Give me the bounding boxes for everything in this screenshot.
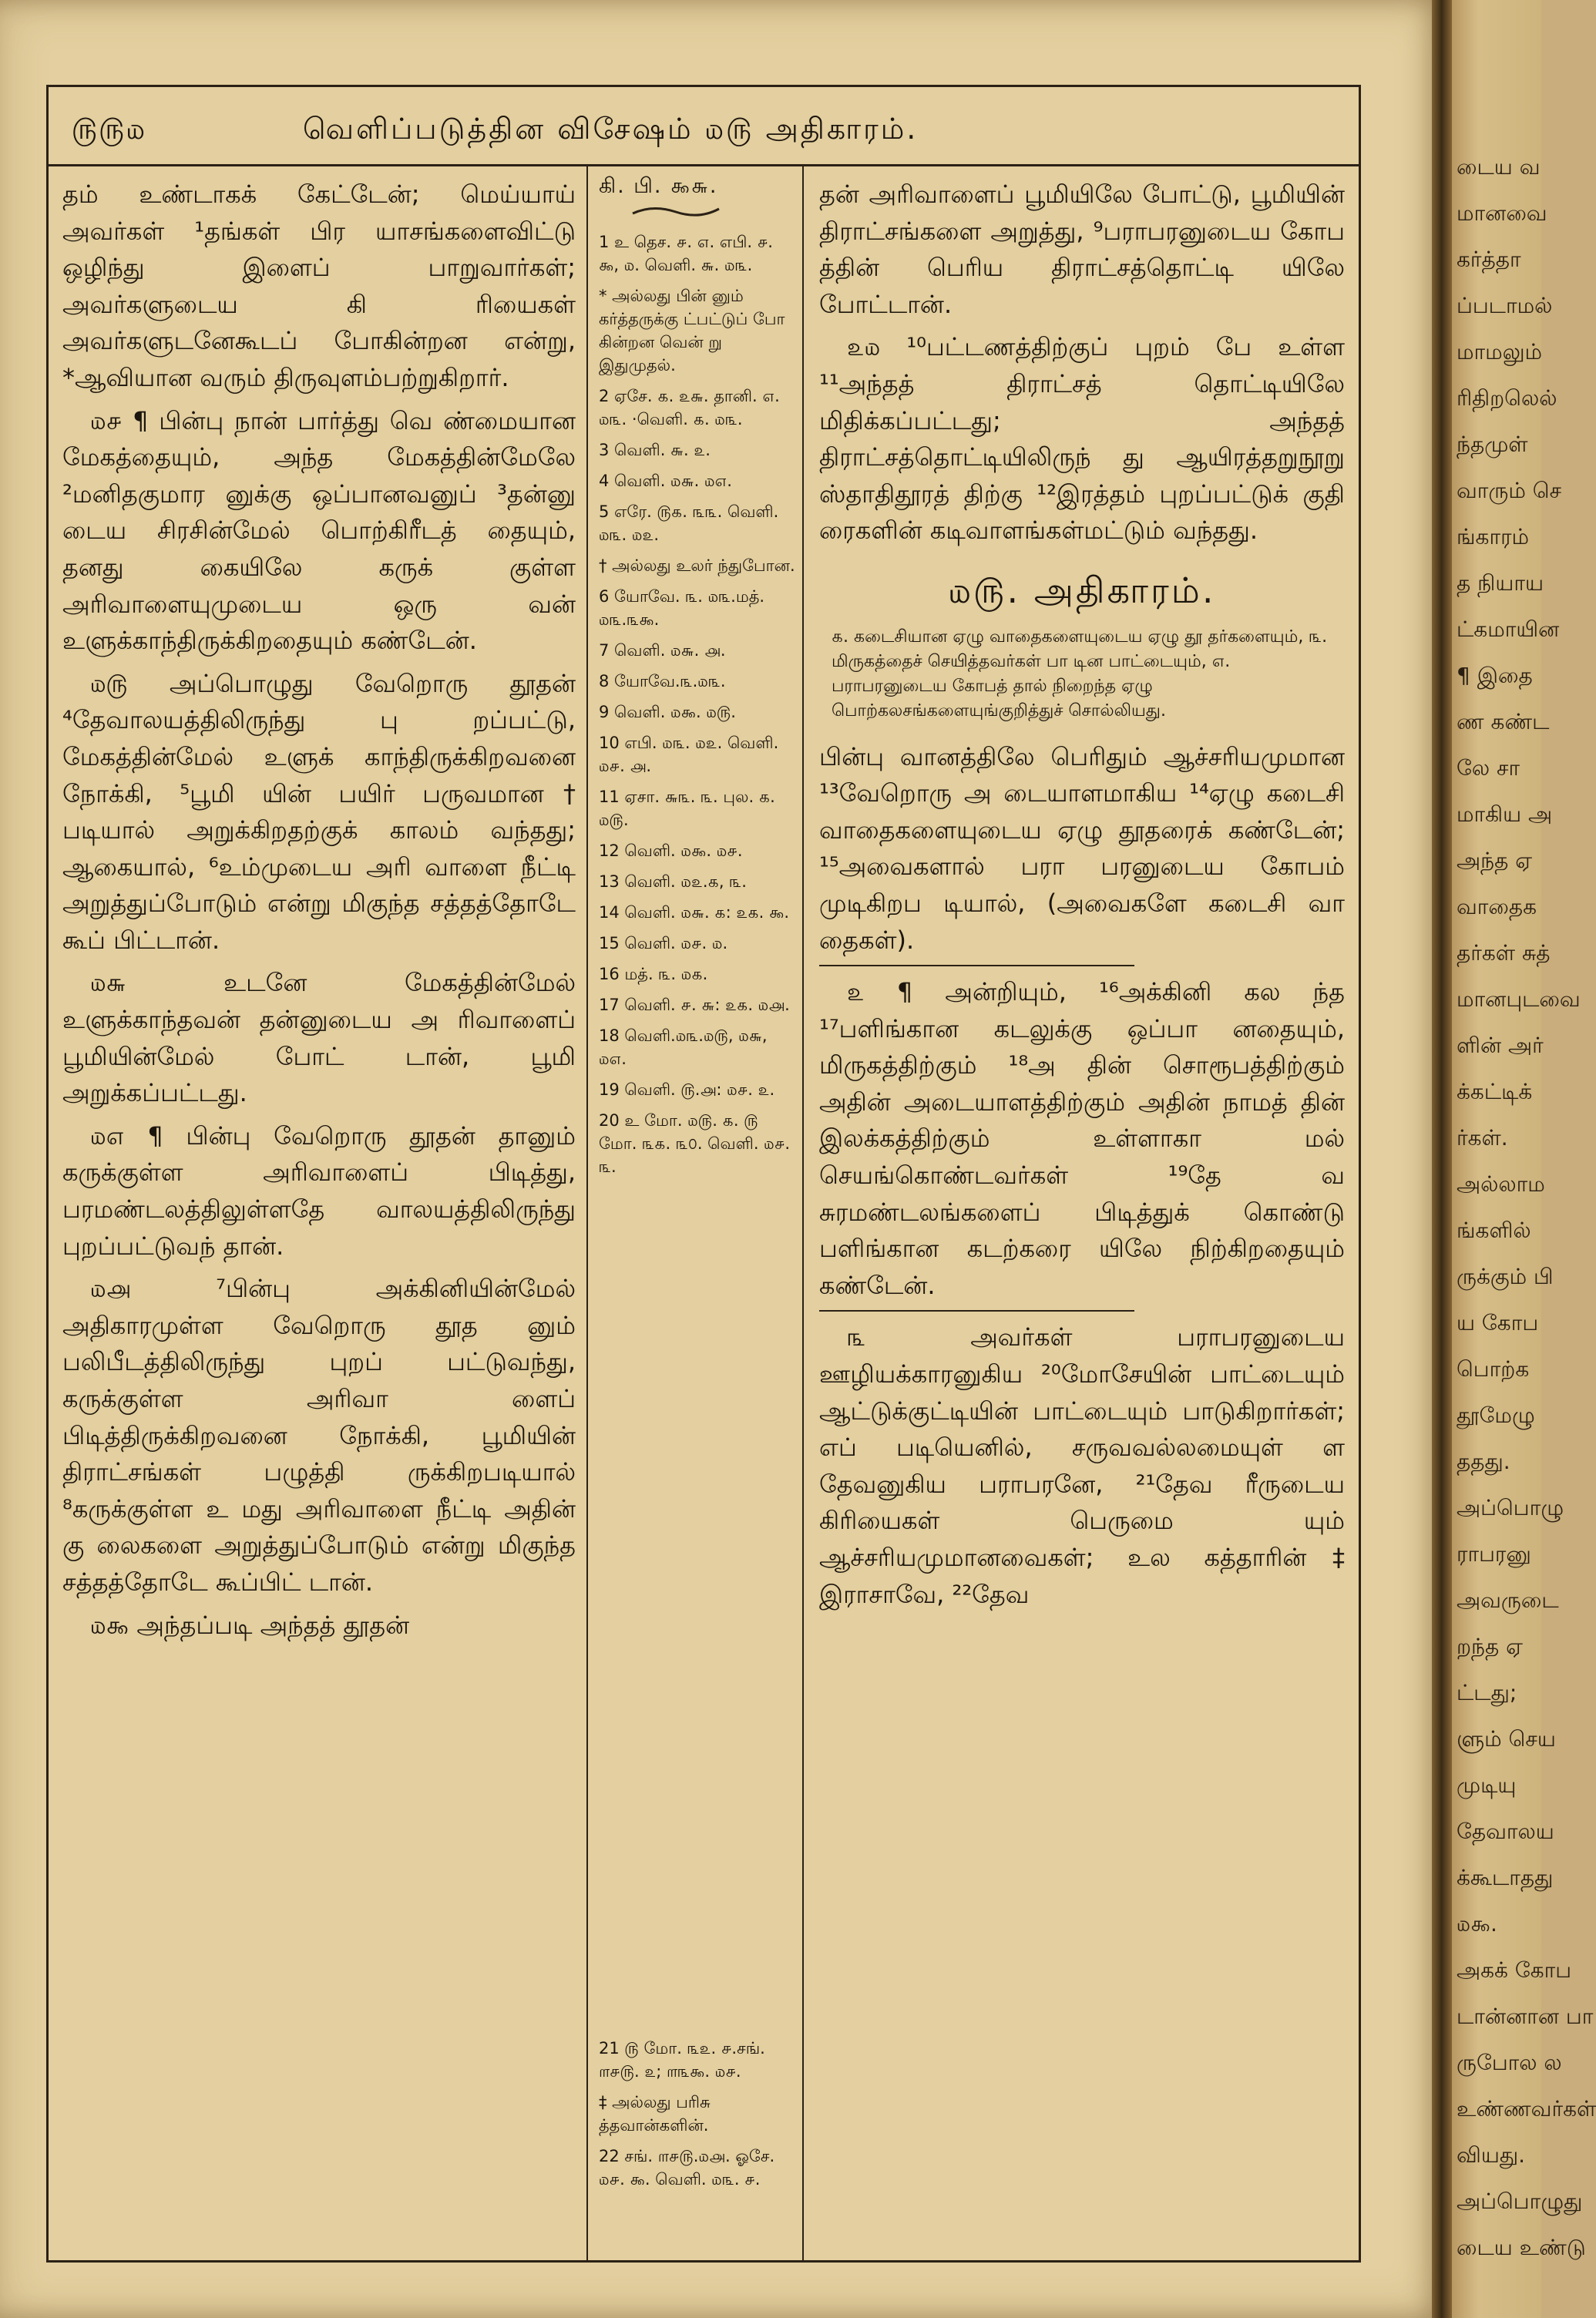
adjacent-page-fragment: தேவாலய (1457, 1819, 1554, 1844)
reference-note: 13 வெளி. ௰௨.௧, ௩. (599, 872, 747, 891)
adjacent-page-fragment: அந்த ஏ (1457, 848, 1533, 873)
adjacent-page-fragment: அகக் கோப (1457, 1957, 1572, 1983)
reference-note: † அல்லது உலர் ந்துபோன. (599, 556, 795, 575)
verse-paragraph: ௰௪ ¶ பின்பு நான் பார்த்து வெ ண்மையான மேகத்தையும், அந்த மேகத்தின்மேலே ²மனிதகுமார னுக்கு ஒப்பானவனுப் ³தன்னு டைய சிரசின்மேல் பொற்கிரீடத் தையும், தனது கையிலே கருக் குள்ள அரிவாளையுமுடைய ஒரு வன் உளுக்காந்திருக்கிறதையும் கண்டேன். (62, 405, 576, 656)
adjacent-page-fragment: டைய வ (1457, 154, 1541, 180)
left-text-column (49, 164, 588, 2260)
adjacent-page-fragment: உண்ணவர்கள் (1457, 2096, 1596, 2121)
adjacent-page-fragment: ௰௯. (1457, 1911, 1497, 1937)
adjacent-page-fragment: அப்பொழுது (1457, 2189, 1583, 2214)
right-text-column (804, 164, 1359, 2260)
chapter-heading: ௰௫. அதிகாரம். (948, 569, 1216, 611)
book-gutter (1432, 0, 1453, 2318)
reference-note: * அல்லது பின் னும் கர்த்தருக்கு ட்பட்டுப் போ கின்றன வென் று இதுமுதல். (599, 287, 785, 375)
adjacent-page-fragment: வியது. (1457, 2142, 1526, 2168)
adjacent-page-fragment: ரிதிறலெல் (1457, 385, 1557, 411)
adjacent-page-fragment: பொற்க (1457, 1356, 1530, 1382)
verse-paragraph: ௰௮ ⁷பின்பு அக்கினியின்மேல் அதிகாரமுள்ள வேறொரு தூத னும் பலிபீடத்திலிருந்து புறப் பட்டுவந்து, கருக்குள்ள அரிவா ளைப் பிடித்திருக்கிறவனை நோக்கி, பூமியின் திராட்சங்கள் பழுத்தி ருக்கிறபடியால் ⁸கருக்குள்ள உ மது அரிவாளை நீட்டி அதின் கு லைகளை அறுத்துப்போடும் என்று மிகுந்த சத்தத்தோடே கூப்பிட் டான். (62, 1274, 576, 1597)
adjacent-page-fragment: ந்தமுள் (1457, 432, 1528, 457)
adjacent-page-fragment: தர்கள் சுத் (1457, 940, 1551, 966)
adjacent-page-fragment: லே சா (1457, 755, 1520, 781)
reference-note: 15 வெளி. ௰௪. ௰. (599, 934, 728, 952)
reference-note: 9 வெளி. ௰௯. ௰௫. (599, 703, 736, 721)
adjacent-page-fragment: மானபுடவை (1457, 986, 1581, 1012)
reference-note: 10 எபி. ௰௩. ௰௨. வெளி. ௰௪. ௮. (599, 734, 779, 775)
adjacent-page-fragment: க்கட்டிக் (1457, 1079, 1533, 1104)
adjacent-page-fragment: க்கூடாதது (1457, 1865, 1554, 1890)
adjacent-page-fragment: ருபோல ல (1457, 2050, 1562, 2075)
reference-note: 20 உ மோ. ௰௫. ௧. ௫ மோ. ௩௧. ௩௦. வெளி. ௰௪. ௩. (599, 1111, 791, 1176)
adjacent-page-fragment: டைய உண்டு (1457, 2235, 1586, 2260)
reference-note: 21 ௫ மோ. ௩௨. ௪.சங். ௱௪௫. ௨; ௱௩௯. ௰௪. (599, 2039, 765, 2081)
reference-notes (599, 230, 796, 1178)
chapter-summary: ௧. கடைசியான ஏழு வாதைகளையுடைய ஏழு தூ தர்களையும், ௩. மிருகத்தைச் செயித்தவர்கள் பா டின பாட்டையும், ௭. பராபரனுடைய கோபத் தால் நிறைந்த ஏழு பொற்கலசங்களையுங்குறித்துச் சொல்லியது. (832, 627, 1328, 721)
divider (819, 1310, 1134, 1312)
verse-paragraph: ௰௯ அந்தப்படி அந்தத் தூதன் (90, 1610, 410, 1640)
adjacent-page-fragment: மாகிய அ (1457, 801, 1553, 827)
verse-paragraph: பின்பு வானத்திலே பெரிதும் ஆச்சரியமுமான ¹³வேறொரு அ டையாளமாகிய ¹⁴ஏழு கடைசி வாதைகளையுடைய ஏழு தூதரைக் கண்டேன்; ¹⁵அவைகளால் பரா பரனுடைய கோபம் முடிகிறப டியால், (அவைகளே கடைசி வா தைகள்). (819, 741, 1345, 955)
adjacent-page-fragment: கர்த்தா (1457, 247, 1521, 272)
page-number: ௫௫௰ (72, 112, 147, 146)
adjacent-page-fragment: றந்த ஏ (1457, 1634, 1523, 1659)
reference-note: 12 வெளி. ௰௯. ௰௪. (599, 842, 743, 860)
reference-note: 3 வெளி. ௬. ௨. (599, 441, 711, 459)
reference-note: 14 வெளி. ௰௬. ௧: ௨௧. ௯. (599, 903, 790, 922)
reference-note: ‡ அல்லது பரிசு த்தவான்களின். (599, 2093, 711, 2135)
marginal-references-column (588, 164, 804, 2260)
reference-note: 5 எரே. ௫௧. ௩௩. வெளி. ௰௩. ௰௨. (599, 502, 779, 544)
adjacent-page-fragment: தூமேழு (1457, 1403, 1535, 1428)
adjacent-page-fragment: அவருடை (1457, 1587, 1559, 1613)
adjacent-page-edge (1452, 0, 1596, 2318)
reference-note: 16 மத். ௩. ௰௧. (599, 965, 708, 983)
adjacent-page-fragment: மானவை (1457, 200, 1547, 226)
adjacent-page-fragment: அல்லாம (1457, 1171, 1545, 1197)
reference-note: 11 ஏசா. ௬௩. ௩. புல. ௧. ௰௫. (599, 788, 775, 829)
adjacent-page-fragment: டான்னான பா (1457, 2004, 1594, 2029)
adjacent-page-fragment: ¶ இதை (1457, 663, 1533, 688)
page-header (49, 87, 1359, 166)
verse-paragraph: ௰௭ ¶ பின்பு வேறொரு தூதன் தானும் கருக்குள்ள அரிவாளைப் பிடித்து, பரமண்டலத்திலுள்ளதே வாலயத்திலிருந்து புறப்பட்டுவந் தான். (62, 1120, 576, 1261)
verse-paragraph: ௨ ¶ அன்றியும், ¹⁶அக்கினி கல ந்த ¹⁷பளிங்கான கடலுக்கு ஒப்பா னதையும், மிருகத்திற்கும் ¹⁸அ தின் சொரூபத்திற்கும் அதின் அடையாளத்திற்கும் அதின் நாமத் தின் இலக்கத்திற்கும் உள்ளாகா மல் செயங்கொண்டவர்கள் ¹⁹தே வ சுரமண்டலங்களைப் பிடித்துக் கொண்டு பளிங்கான கடற்கரை யிலே நிற்கிறதையும் கண்டேன். (819, 977, 1345, 1300)
ornament-swash (630, 203, 722, 220)
adjacent-page-fragment: ராபரனு (1457, 1541, 1531, 1567)
adjacent-page-fragment: ங்களில் (1457, 1218, 1531, 1243)
verse-paragraph: ௰௬ உடனே மேகத்தின்மேல் உளுக்காந்தவன் தன்னுடைய அ ரிவாளைப் பூமியின்மேல் போட் டான், பூமி அறுக்கப்பட்டது. (62, 968, 576, 1108)
adjacent-page-fragment: வாரும் செ (1457, 478, 1562, 503)
page-frame (46, 85, 1361, 2263)
reference-note: 6 யோவே. ௩. ௰௩.மத். ௰௩.௩௯. (599, 587, 765, 629)
adjacent-page-fragment: ளின் அர் (1457, 1033, 1544, 1058)
adjacent-page-fragment: ததது. (1457, 1449, 1510, 1474)
reference-note: 18 வெளி.௰௩.௰௫, ௰௬, ௰௭. (599, 1026, 768, 1068)
verse-paragraph: தன் அரிவாளைப் பூமியிலே போட்டு, பூமியின் திராட்சங்களை அறுத்து, ⁹பராபரனுடைய கோப த்தின் பெரிய திராட்சத்தொட்டி யிலே போட்டான். (819, 180, 1345, 319)
reference-note: 2 ஏசே. ௧. ௨௬. தானி. ௭. ௰௩. ·வெளி. ௧. ௰௩. (599, 387, 780, 428)
reference-note: 19 வெளி. ௫.௮: ௰௪. ௨. (599, 1080, 775, 1099)
reference-note: 7 வெளி. ௰௬. ௮. (599, 641, 726, 660)
adjacent-page-fragment: ளும் செய (1457, 1726, 1556, 1752)
divider (819, 965, 1134, 966)
adjacent-page-fragment: ட்டது; (1457, 1680, 1517, 1705)
verse-paragraph: தம் உண்டாகக் கேட்டேன்; மெய்யாய் அவர்கள் ¹தங்கள் பிர யாசங்களைவிட்டு ஒழிந்து இளைப் பாறுவார்கள்; அவர்களுடைய கி ரியைகள் அவர்களுடனேகூடப் போகின்றன என்று, *ஆவியான வரும் திருவுளம்பற்றுகிறார். (62, 180, 576, 392)
adjacent-page-fragment: ய கோப (1457, 1310, 1539, 1335)
running-head: வெளிப்படுத்தின விசேஷம் ௰௫ அதிகாரம். (303, 112, 919, 146)
year-heading: கி. பி. ௯௬. (599, 174, 718, 198)
adjacent-page-fragment: அப்பொழு (1457, 1495, 1564, 1520)
adjacent-page-fragment: ப்படாமல் (1457, 293, 1553, 318)
reference-note: 1 உ தெச. ௪. ௭. எபி. ௪. ௯, ௰. வெளி. ௬. ௰௩. (599, 233, 773, 274)
reference-note: 4 வெளி. ௰௬. ௰௭. (599, 472, 732, 490)
adjacent-page-fragment: ட்கமாயின (1457, 616, 1560, 642)
adjacent-page-fragment: ங்காரம் (1457, 524, 1530, 549)
verse-paragraph: ௰௫ அப்பொழுது வேறொரு தூதன் ⁴தேவாலயத்திலிருந்து பு றப்பட்டு, மேகத்தின்மேல் உளுக் காந்திருக்கிறவனை நோக்கி, ⁵பூமி யின் பயிர் பருவமான† படியால் அறுக்கிறதற்குக் காலம் வந்தது; ஆகையால், ⁶உம்முடைய அரி வாளை நீட்டி அறுத்துப்போடும் என்று மிகுந்த சத்தத்தோடே கூப் பிட்டான். (62, 668, 576, 955)
adjacent-page-fragment: ண கண்ட (1457, 709, 1550, 734)
adjacent-page-fragment: மாமலும் (1457, 339, 1543, 364)
bottom-reference-notes (599, 2037, 798, 2199)
reference-note: 22 சங். ௱௪௫.௰௮. ஓசே. ௰௪. ௯. வெளி. ௰௩. ௪. (599, 2147, 775, 2189)
reference-note: 17 வெளி. ௪. ௬: ௨௧. ௰௮. (599, 996, 790, 1014)
adjacent-page-fragment: ருக்கும் பி (1457, 1264, 1554, 1289)
adjacent-page-fragment: வாதைக (1457, 894, 1537, 919)
reference-note: 8 யோவே.௩.௰௩. (599, 672, 726, 690)
verse-paragraph: ௨௰ ¹⁰பட்டணத்திற்குப் புறம் பே உள்ள ¹¹அந்தத் திராட்சத் தொட்டியிலே மிதிக்கப்பட்டது; அந்தத் திராட்சத்தொட்டியிலிருந் து ஆயிரத்தறுநூறு ஸ்தாதிதூரத் திற்கு ¹²இரத்தம் புறப்பட்டுக் குதி ரைகளின் கடிவாளங்கள்மட்டும் வந்தது. (819, 332, 1345, 546)
adjacent-page-fragment: ர்கள். (1457, 1125, 1508, 1151)
adjacent-page-fragment: த நியாய (1457, 570, 1544, 596)
adjacent-page-fragment: முடியு (1457, 1772, 1517, 1798)
verse-paragraph: ௩ அவர்கள் பராபரனுடைய ஊழியக்காரனுகிய ²⁰மோசேயின் பாட்டையும் ஆட்டுக்குட்டியின் பாட்டையும் பாடுகிறார்கள்; எப் படியெனில், சருவவல்லமையுள் ள தேவனுகிய பராபரனே, ²¹தேவ ரீருடைய கிரியைகள் பெருமை யும் ஆச்சரியமுமானவைகள்; உல கத்தாரின்‡ இராசாவே, ²²தேவ (819, 1322, 1345, 1609)
